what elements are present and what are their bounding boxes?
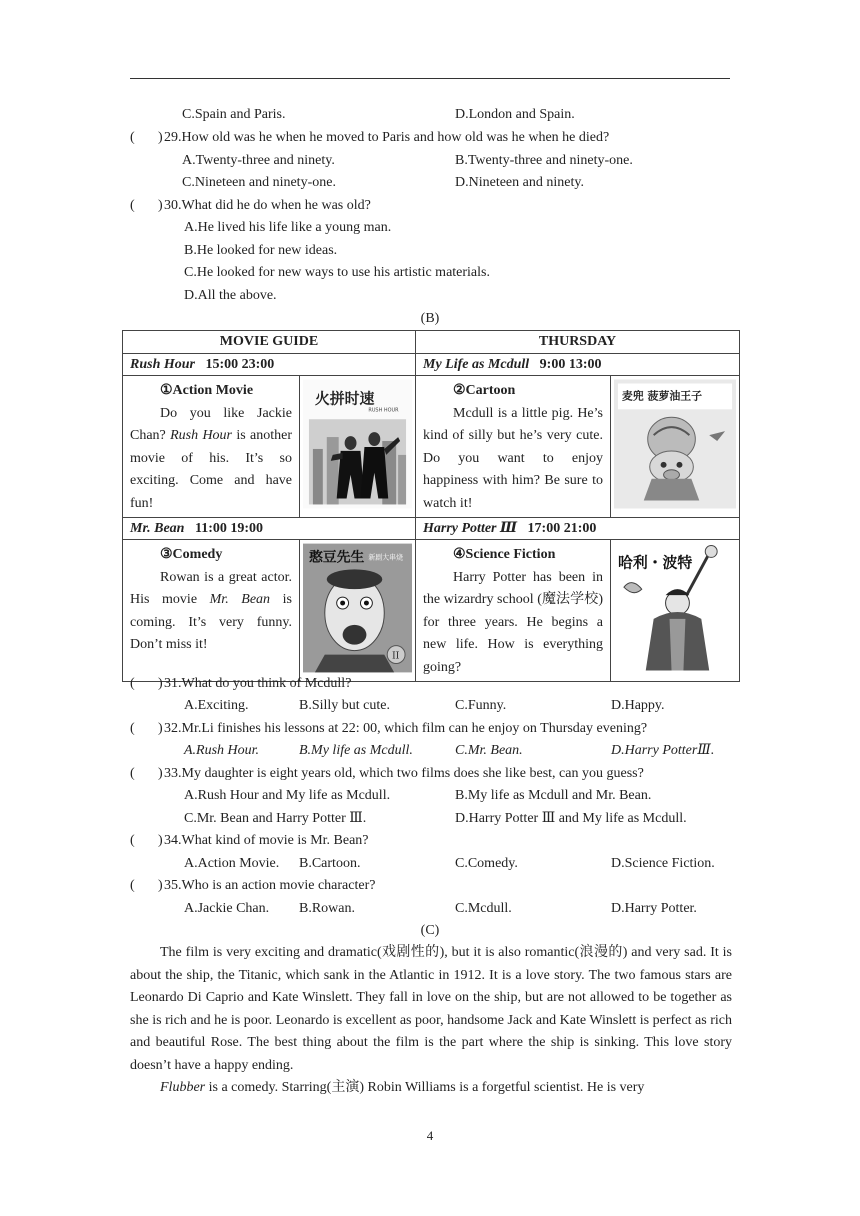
q28-option-d: D.London and Spain. <box>455 107 575 122</box>
q33-option-c: C.Mr. Bean and Harry Potter Ⅲ. <box>184 811 367 826</box>
q29-option-d: D.Nineteen and ninety. <box>455 175 584 190</box>
q30-option-b: B.He looked for new ideas. <box>184 243 338 258</box>
q29-option-c: C.Nineteen and ninety-one. <box>182 175 336 190</box>
q29-paren-close: ) <box>158 130 163 145</box>
rush-hour-description: ①Action Movie Do you like Jackie Chan? Rush Hour is another movie of his. It’s so exciting. Come and have fun! <box>123 376 300 518</box>
q32-option-c: C.Mr. Bean. <box>455 743 523 758</box>
q34-option-d: D.Science Fiction. <box>611 856 715 871</box>
page-number: 4 <box>426 1128 434 1143</box>
svg-text:II: II <box>392 651 400 662</box>
rush-hour-schedule: Rush Hour 15:00 23:00 <box>123 354 416 376</box>
q30-question: 30.What did he do when he was old? <box>164 198 371 213</box>
section-c-heading: (C) <box>420 923 440 938</box>
q33-option-b: B.My life as Mcdull and Mr. Bean. <box>455 788 652 803</box>
q31-paren-open: ( <box>130 676 135 691</box>
harry-potter-description: ④Science Fiction Harry Potter has been in the wizardry school (魔法学校) for three years. He begins a new life. How is everything going? <box>416 540 611 682</box>
q35-option-a: A.Jackie Chan. <box>184 901 270 916</box>
guide-header-right: THURSDAY <box>416 331 740 354</box>
mcdull-schedule: My Life as Mcdull 9:00 13:00 <box>416 354 740 376</box>
harry-potter-schedule: Harry Potter Ⅲ 17:00 21:00 <box>416 518 740 540</box>
q34-option-b: B.Cartoon. <box>299 856 361 871</box>
mr-bean-poster-cell <box>300 540 416 682</box>
q32-option-a: A.Rush Hour. <box>184 743 260 758</box>
mcdull-description: ②Cartoon Mcdull is a little pig. He’s kind of silly but he’s very cute. Do you want to enjoy happiness with him? Be sure to watch it! <box>416 376 611 518</box>
mcdull-poster-cell <box>611 376 740 518</box>
rush-hour-genre: ①Action Movie <box>160 383 254 398</box>
q33-option-a: A.Rush Hour and My life as Mcdull. <box>184 788 391 803</box>
mcdull-poster <box>614 379 736 509</box>
q32-paren-open: ( <box>130 721 135 736</box>
svg-text:RUSH HOUR: RUSH HOUR <box>368 407 399 414</box>
movie-guide-table <box>122 330 740 682</box>
q32-option-b: B.My life as Mcdull. <box>299 743 413 758</box>
q30-option-d: D.All the above. <box>184 288 277 303</box>
header-rule <box>130 78 730 79</box>
mr-bean-description: ③Comedy Rowan is a great actor. His movie Mr. Bean is coming. It’s very funny. Don’t miss it! <box>123 540 300 682</box>
q31-option-b: B.Silly but cute. <box>299 698 390 713</box>
harry-potter-genre: ④Science Fiction <box>453 547 556 562</box>
q30-paren-close: ) <box>158 198 163 213</box>
q34-paren-close: ) <box>158 833 163 848</box>
q30-option-a: A.He lived his life like a young man. <box>184 220 392 235</box>
q31-paren-close: ) <box>158 676 163 691</box>
mr-bean-genre: ③Comedy <box>160 547 223 562</box>
q28-option-c: C.Spain and Paris. <box>182 107 286 122</box>
q31-option-a: A.Exciting. <box>184 698 249 713</box>
svg-text:新剧大串烧: 新剧大串烧 <box>368 553 404 562</box>
mr-bean-poster <box>303 543 412 673</box>
q31-question: 31.What do you think of Mcdull? <box>164 676 352 691</box>
q31-option-d: D.Happy. <box>611 698 665 713</box>
q29-paren-open: ( <box>130 130 135 145</box>
q34-question: 34.What kind of movie is Mr. Bean? <box>164 833 369 848</box>
q30-paren-open: ( <box>130 198 135 213</box>
q35-paren-close: ) <box>158 878 163 893</box>
q34-option-c: C.Comedy. <box>455 856 518 871</box>
q31-option-c: C.Funny. <box>455 698 507 713</box>
passage-paragraph-2: Flubber is a comedy. Starring(主演) Robin Williams is a forgetful scientist. He is very <box>160 1080 645 1095</box>
mr-bean-schedule: Mr. Bean 11:00 19:00 <box>123 518 416 540</box>
q33-paren-open: ( <box>130 766 135 781</box>
q33-paren-close: ) <box>158 766 163 781</box>
q35-question: 35.Who is an action movie character? <box>164 878 376 893</box>
q35-option-c: C.Mcdull. <box>455 901 512 916</box>
passage-paragraph-1: The film is very exciting and dramatic(戏剧性的), but it is also romantic(浪漫的) and very sad. It is about the ship, the Titanic, which sank in the Atlantic in 1912. It is a love story. The two famous stars are Leonardo Di Caprio and Kate Winslett. They fall in love on the ship, but are not allowed to be together as she is rich and he is poor. Leonardo is excellent as poor, handsome Jack and Kate Winslett is perfect as rich and beautiful Rose. The best thing about the film is the part where the ship is sinking. This love story doesn’t have a happy ending. <box>130 945 732 1073</box>
q29-option-b: B.Twenty-three and ninety-one. <box>455 153 633 168</box>
q33-question: 33.My daughter is eight years old, which two films does she like best, can you guess? <box>164 766 644 781</box>
svg-text:哈利・波特: 哈利・波特 <box>617 553 693 572</box>
q34-paren-open: ( <box>130 833 135 848</box>
q35-paren-open: ( <box>130 878 135 893</box>
rush-hour-poster <box>303 379 412 509</box>
q35-option-d: D.Harry Potter. <box>611 901 697 916</box>
svg-text:火拼时速: 火拼时速 <box>314 389 375 408</box>
q29-question: 29.How old was he when he moved to Paris and how old was he when he died? <box>164 130 610 145</box>
svg-text:憨豆先生: 憨豆先生 <box>308 549 365 566</box>
q32-option-d: D.Harry PotterⅢ. <box>611 743 715 758</box>
q32-paren-close: ) <box>158 721 163 736</box>
harry-potter-poster <box>614 543 736 673</box>
q30-option-c: C.He looked for new ways to use his artistic materials. <box>184 265 490 280</box>
mcdull-genre: ②Cartoon <box>453 383 516 398</box>
rush-hour-poster-cell <box>300 376 416 518</box>
q29-option-a: A.Twenty-three and ninety. <box>182 153 335 168</box>
q35-option-b: B.Rowan. <box>299 901 355 916</box>
harry-potter-poster-cell <box>611 540 740 682</box>
q34-option-a: A.Action Movie. <box>184 856 280 871</box>
guide-header-left: MOVIE GUIDE <box>123 331 416 354</box>
q32-question: 32.Mr.Li finishes his lessons at 22: 00, which film can he enjoy on Thursday evening? <box>164 721 648 736</box>
section-b-heading: (B) <box>420 311 440 326</box>
q33-option-d: D.Harry Potter Ⅲ and My life as Mcdull. <box>455 811 687 826</box>
svg-text:麦兜 菠萝油王子: 麦兜 菠萝油王子 <box>621 389 703 403</box>
